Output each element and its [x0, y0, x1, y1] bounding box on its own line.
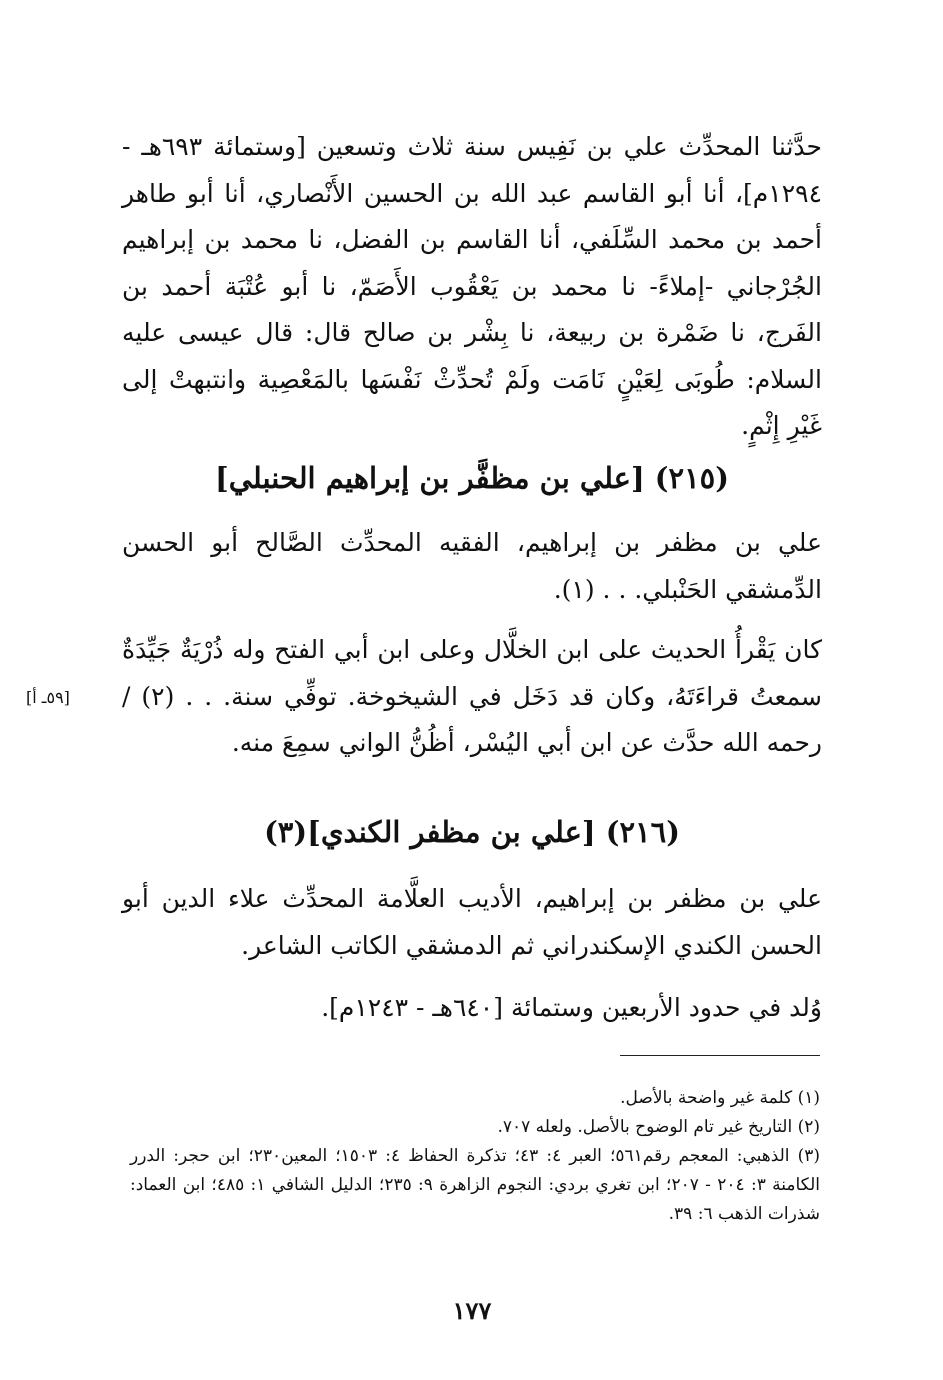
- paragraph-text: وُلد في حدود الأربعين وستمائة [٦٤٠هـ - ١٢٤٣م].: [321, 993, 822, 1022]
- entry-215-title: (٢١٥) [علي بن مظفَّر بن إبراهيم الحنبلي]: [215, 461, 729, 495]
- paragraph-text: علي بن مظفر بن إبراهيم، الفقيه المحدِّث الصَّالح أبو الحسن الدِّمشقي الحَنْبلي. . . (١).: [122, 528, 822, 604]
- entry-216-paragraph-1: [122, 876, 822, 969]
- page-number: ١٧٧: [452, 1296, 492, 1325]
- entry-215-paragraph-2: [122, 627, 822, 767]
- entry-216-paragraph-2: [122, 985, 822, 1032]
- paragraph-text: علي بن مظفر بن إبراهيم، الأديب العلَّامة المحدِّث علاء الدين أبو الحسن الكندي الإسكندراني ثم الدمشقي الكاتب الشاعر.: [122, 884, 822, 960]
- paragraph-text: كان يَقْرأُ الحديث على ابن الخلَّال وعلى ابن أبي الفتح وله ذُرْيَةٌ جَيِّدَةٌ سمعتُ قراءَتَهُ، وكان قد دَخَل في الشيخوخة. توفِّي سنة. . . (٢) / رحمه الله حدَّث عن ابن أبي اليُسْر، أظُنُّ الواني سمِعَ منه.: [122, 635, 822, 757]
- footnote-divider: [620, 1055, 820, 1056]
- footnote-1: (١) كلمة غير واضحة بالأصل.: [620, 1088, 820, 1108]
- entry-215-paragraph-1: [122, 520, 822, 613]
- footnote-3: (٣) الذهبي: المعجم رقم٥٦١؛ العبر ٤: ٤٣؛ تذكرة الحفاظ ٤: ١٥٠٣؛ المعين٢٣٠؛ ابن حجر: الدرر الكامنة ٣: ٢٠٤ - ٢٠٧؛ ابن تغري بردي: النجوم الزاهرة ٩: ٢٣٥؛ الدليل الشافي ١: ٤٨٥؛ ابن العماد: شذرات الذهب ٦: ٣٩.: [130, 1146, 820, 1224]
- entry-216-title: (٢١٦) [علي بن مظفر الكندي](٣): [264, 815, 680, 849]
- paragraph-text: حدَّثنا المحدِّث علي بن نَفِيس سنة ثلاث وتسعين [وستمائة ٦٩٣هـ - ١٢٩٤م]، أنا أبو القاسم عبد الله بن الحسين الأَنْصاري، أنا أبو طاهر أحمد بن محمد السِّلَفي، أنا القاسم بن الفضل، نا محمد بن إبراهيم الجُرْجاني -إملاءً- نا محمد بن يَعْقُوب الأَصَمّ، نا أبو عُتْبَة أحمد بن الفَرج، نا ضَمْرة بن ربيعة، نا بِشْر بن صالح قال: قال عيسى عليه السلام: طُوبَى لِعَيْنٍ نَامَت ولَمْ تُحدِّثْ نَفْسَها بالمَعْصِية وانتبهتْ إلى غَيْرِ إِثْمٍ.: [122, 132, 822, 440]
- manuscript-folio-note: [٥٩ـ أ]: [26, 688, 70, 707]
- opening-paragraph: [122, 124, 822, 450]
- footnotes: [130, 1084, 820, 1229]
- footnote-2: (٢) التاريخ غير تام الوضوح بالأصل. ولعله ٧٠٧.: [497, 1117, 820, 1137]
